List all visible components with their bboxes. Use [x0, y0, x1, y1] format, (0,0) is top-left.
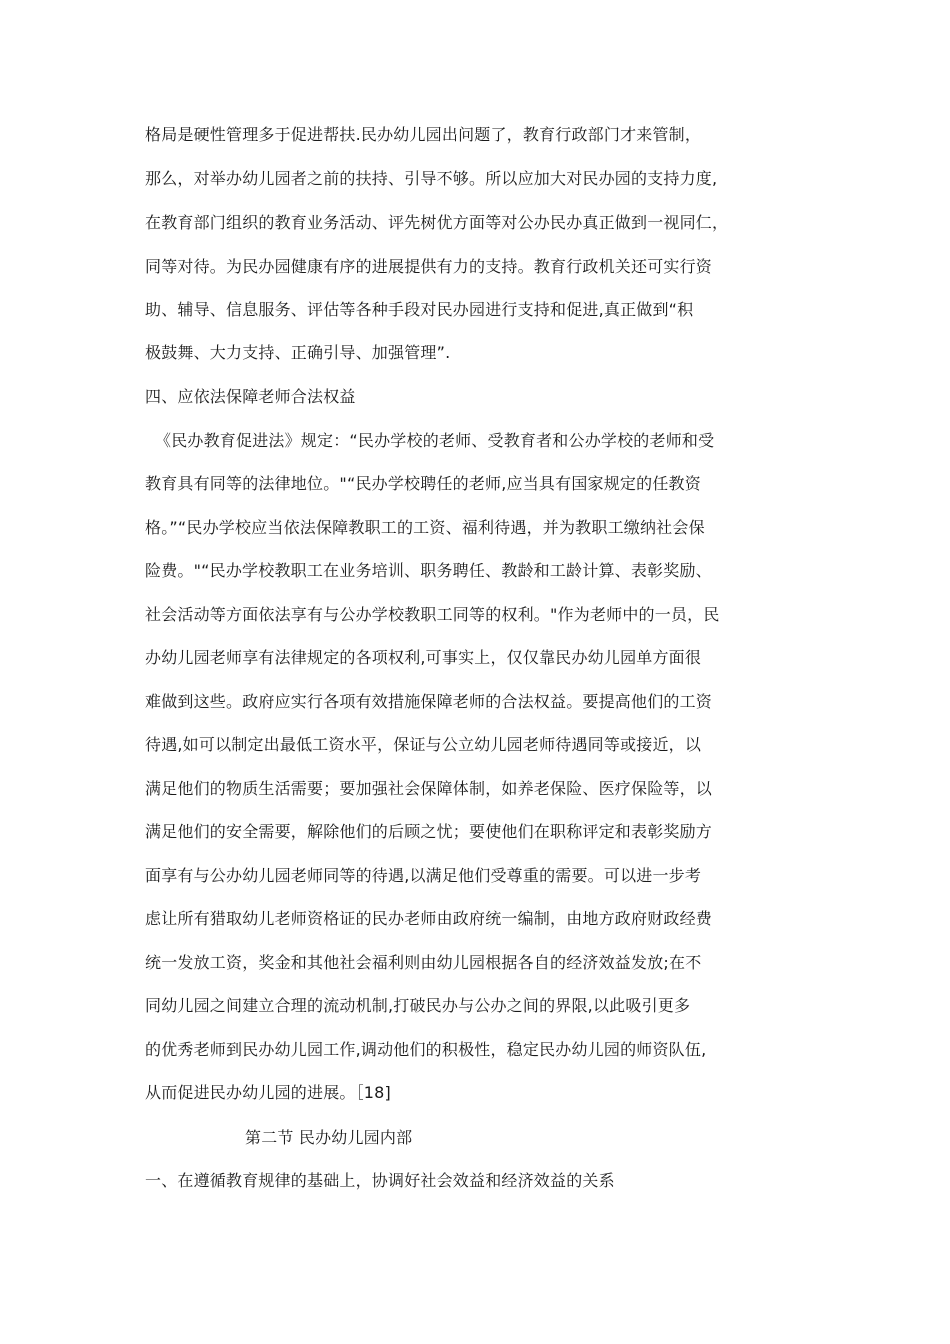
paragraph-line: 待遇,如可以制定出最低工资水平，保证与公立幼儿园老师待遇同等或接近，以	[145, 735, 702, 754]
paragraph-line: 统一发放工资，奖金和其他社会福利则由幼儿园根据各自的经济效益发放;在不	[145, 953, 702, 972]
paragraph-line: 同等对待。为民办园健康有序的进展提供有力的支持。教育行政机关还可实行资	[145, 257, 713, 276]
paragraph-line: 社会活动等方面依法享有与公办学校教职工同等的权利。"作为老师中的一员，民	[145, 605, 720, 624]
paragraph-line: 满足他们的安全需要，解除他们的后顾之忧；要使他们在职称评定和表彰奖励方	[145, 822, 713, 841]
paragraph-line: 面享有与公办幼儿园老师同等的待遇,以满足他们受尊重的需要。可以进一步考	[145, 866, 702, 885]
paragraph-line: 险费。"“民办学校教职工在业务培训、职务聘任、教龄和工龄计算、表彰奖励、	[145, 561, 712, 580]
section-heading: 四、应依法保障老师合法权益	[145, 387, 356, 406]
section-heading: 一、在遵循教育规律的基础上，协调好社会效益和经济效益的关系	[145, 1171, 615, 1190]
paragraph-line: 同幼儿园之间建立合理的流动机制,打破民办与公办之间的界限,以此吸引更多	[145, 996, 691, 1015]
paragraph-line: 那么，对举办幼儿园者之前的扶持、引导不够。所以应加大对民办园的支持力度,	[145, 169, 718, 188]
paragraph-line: 满足他们的物质生活需要；要加强社会保障体制，如养老保险、医疗保险等，以	[145, 779, 713, 798]
paragraph-line: 格局是硬性管理多于促进帮扶.民办幼儿园出问题了，教育行政部门才来管制，	[145, 125, 702, 144]
paragraph-line: 办幼儿园老师享有法律规定的各项权利,可事实上，仅仅靠民办幼儿园单方面很	[145, 648, 702, 667]
paragraph-line: 难做到这些。政府应实行各项有效措施保障老师的合法权益。要提高他们的工资	[145, 692, 713, 711]
paragraph-line: 从而促进民办幼儿园的进展。［18]	[145, 1083, 392, 1102]
chapter-section-title: 第二节 民办幼儿园内部	[245, 1128, 413, 1147]
paragraph-line: 虑让所有猎取幼儿老师资格证的民办老师由政府统一编制，由地方政府财政经费	[145, 909, 713, 928]
paragraph-line: 《民办教育促进法》规定：“民办学校的老师、受教育者和公办学校的老师和受	[155, 431, 715, 450]
paragraph-line: 教育具有同等的法律地位。"“民办学校聘任的老师,应当具有国家规定的任教资	[145, 474, 701, 493]
paragraph-line: 在教育部门组织的教育业务活动、评先树优方面等对公办民办真正做到一视同仁，	[145, 213, 729, 232]
paragraph-line: 格。”“民办学校应当依法保障教职工的工资、福利待遇，并为教职工缴纳社会保	[145, 518, 705, 537]
paragraph-line: 助、辅导、信息服务、评估等各种手段对民办园进行支持和促进,真正做到“积	[145, 300, 694, 319]
paragraph-line: 的优秀老师到民办幼儿园工作,调动他们的积极性，稳定民办幼儿园的师资队伍,	[145, 1040, 707, 1059]
paragraph-line: 极鼓舞、大力支持、正确引导、加强管理”.	[145, 343, 451, 362]
